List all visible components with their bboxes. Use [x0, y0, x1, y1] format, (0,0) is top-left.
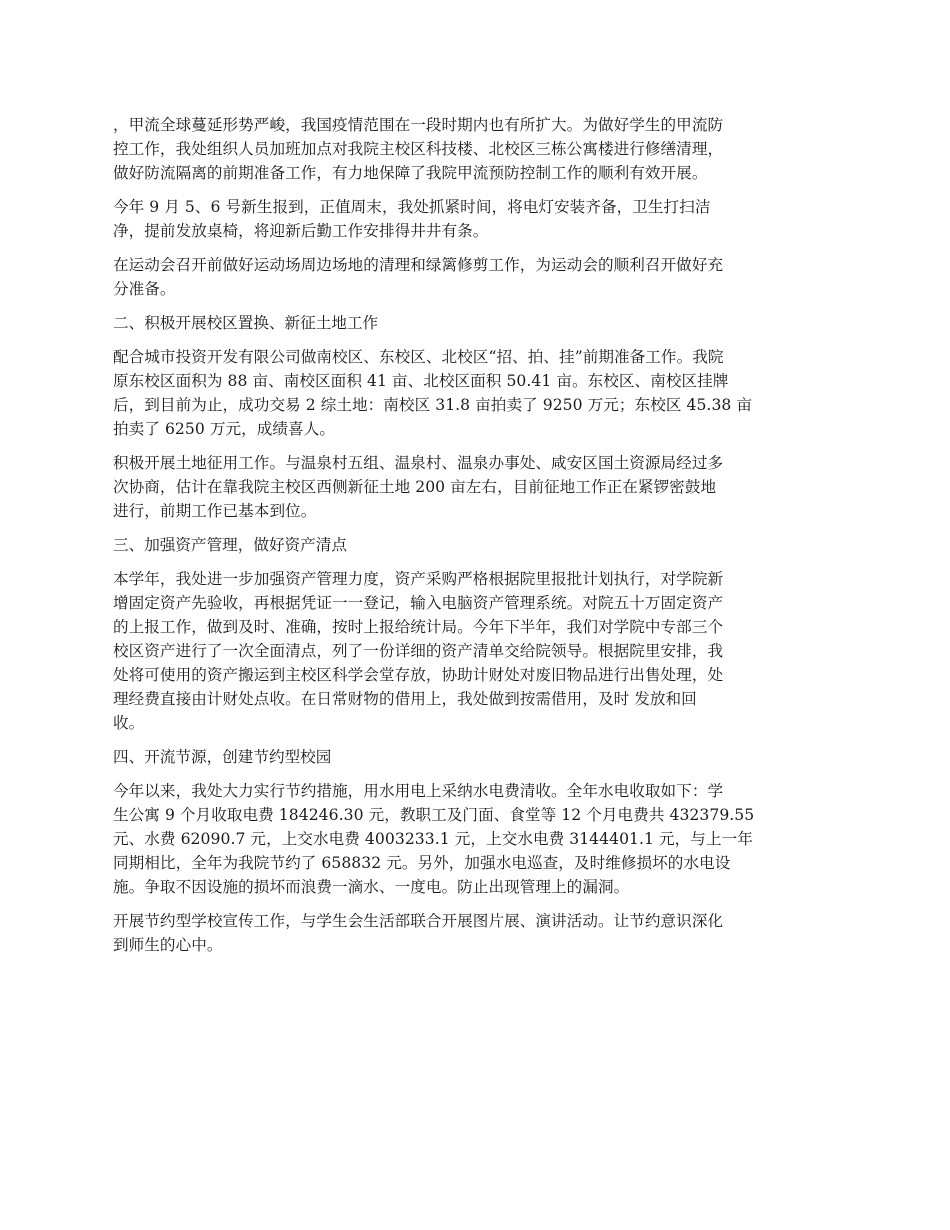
text-line: 控工作，我处组织人员加班加点对我院主校区科技楼、北校区三栋公寓楼进行修缮清理，	[113, 140, 724, 158]
paragraph-epidemic-prevention	[113, 113, 843, 185]
text-line: ，甲流全球蔓延形势严峻，我国疫情范围在一段时期内也有所扩大。为做好学生的甲流防	[113, 116, 724, 134]
paragraph-freshman-registration	[113, 195, 843, 243]
text-line: 分准备。	[113, 280, 176, 298]
text-line: 生公寓 9 个月收取电费 184246.30 元，教职工及门面、食堂等 12 个月电费共 432379.55	[113, 806, 755, 824]
section-heading-4	[113, 745, 843, 769]
section-heading-2	[113, 311, 843, 335]
heading-text: 二、积极开展校区置换、新征土地工作	[113, 314, 379, 332]
heading-text: 三、加强资产管理，做好资产清点	[113, 536, 347, 554]
text-line: 今年 9 月 5、6 号新生报到，正值周末，我处抓紧时间，将电灯安装齐备，卫生打扫洁	[113, 198, 711, 216]
paragraph-asset-management	[113, 567, 843, 735]
text-line: 校区资产进行了一次全面清点，列了一份详细的资产清单交给院领导。根据院里安排，我	[113, 642, 724, 660]
text-line: 本学年，我处进一步加强资产管理力度，资产采购严格根据院里报批计划执行，对学院新	[113, 570, 724, 588]
text-line: 积极开展土地征用工作。与温泉村五组、温泉村、温泉办事处、咸安区国土资源局经过多	[113, 454, 724, 472]
text-line: 处将可使用的资产搬运到主校区科学会堂存放，协助计财处对废旧物品进行出售处理，处	[113, 666, 724, 684]
section-heading-3	[113, 533, 843, 557]
paragraph-campus-exchange	[113, 345, 843, 441]
text-line: 在运动会召开前做好运动场周边场地的清理和绿篱修剪工作，为运动会的顺利召开做好充	[113, 256, 724, 274]
text-line: 原东校区面积为 88 亩、南校区面积 41 亩、北校区面积 50.41 亩。东校区、南校区挂牌	[113, 372, 729, 390]
text-line: 收。	[113, 714, 145, 732]
text-line: 施。争取不因设施的损坏而浪费一滴水、一度电。防止出现管理上的漏洞。	[113, 878, 630, 896]
paragraph-land-acquisition	[113, 451, 843, 523]
text-line: 进行，前期工作已基本到位。	[113, 502, 317, 520]
text-line: 净，提前发放桌椅，将迎新后勤工作安排得井井有条。	[113, 222, 489, 240]
text-line: 拍卖了 6250 万元，成绩喜人。	[113, 420, 335, 438]
paragraph-sports-meeting	[113, 253, 843, 301]
paragraph-energy-saving	[113, 779, 843, 899]
heading-text: 四、开流节源，创建节约型校园	[113, 748, 332, 766]
text-line: 后，到目前为止，成功交易 2 综土地：南校区 31.8 亩拍卖了 9250 万元；东校区 45.38 亩	[113, 396, 753, 414]
text-line: 今年以来，我处大力实行节约措施，用水用电上采纳水电费清收。全年水电收取如下：学	[113, 782, 724, 800]
text-line: 配合城市投资开发有限公司做南校区、东校区、北校区“招、拍、挂”前期准备工作。我院	[113, 348, 724, 366]
document-page	[113, 113, 843, 967]
text-line: 增固定资产先验收，再根据凭证一一登记，输入电脑资产管理系统。对院五十万固定资产	[113, 594, 724, 612]
text-line: 次协商，估计在靠我院主校区西侧新征土地 200 亩左右，目前征地工作正在紧锣密鼓地	[113, 478, 717, 496]
text-line: 元、水费 62090.7 元，上交水电费 4003233.1 元，上交水电费 3144401.1 元，与上一年	[113, 830, 753, 848]
text-line: 开展节约型学校宣传工作，与学生会生活部联合开展图片展、演讲活动。让节约意识深化	[113, 912, 724, 930]
text-line: 做好防流隔离的前期准备工作，有力地保障了我院甲流预防控制工作的顺利有效开展。	[113, 164, 708, 182]
text-line: 的上报工作，做到及时、准确，按时上报给统计局。今年下半年，我们对学院中专部三个	[113, 618, 724, 636]
text-line: 到师生的心中。	[113, 936, 223, 954]
text-line: 理经费直接由计财处点收。在日常财物的借用上，我处做到按需借用，及时 发放和回	[113, 690, 697, 708]
paragraph-saving-publicity	[113, 909, 843, 957]
text-line: 同期相比，全年为我院节约了 658832 元。另外，加强水电巡查，及时维修损坏的水电设	[113, 854, 731, 872]
